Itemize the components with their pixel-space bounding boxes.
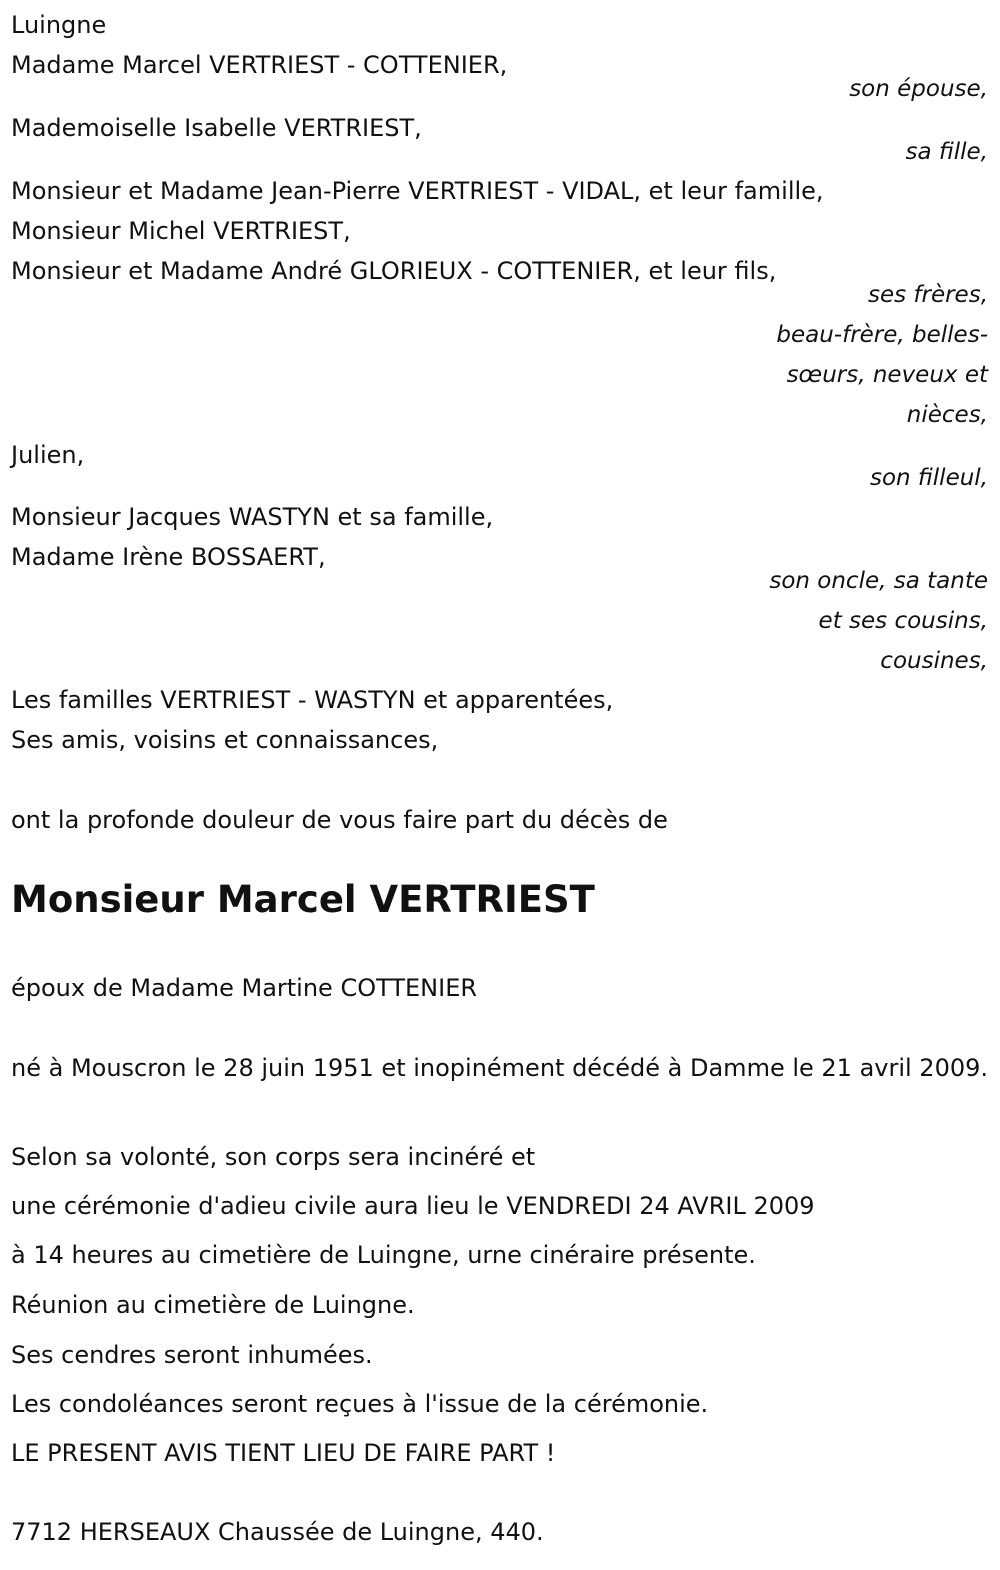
detail-line: Réunion au cimetière de Luingne. <box>11 1291 415 1319</box>
detail-line: LE PRESENT AVIS TIENT LIEU DE FAIRE PART ! <box>11 1439 556 1467</box>
detail-line: Selon sa volonté, son corps sera incinéré et <box>11 1143 536 1171</box>
birth-death: né à Mouscron le 28 juin 1951 et inopinément décédé à Damme le 21 avril 2009. <box>11 1054 989 1082</box>
godson-relation: son filleul, <box>869 465 988 491</box>
address: 7712 HERSEAUX Chaussée de Luingne, 440. <box>11 1518 544 1546</box>
uncle-aunt-line: Monsieur Jacques WASTYN et sa famille, <box>11 503 494 531</box>
announcement: ont la profonde douleur de vous faire part du décès de <box>11 806 668 834</box>
detail-line: à 14 heures au cimetière de Luingne, urne cinéraire présente. <box>11 1241 756 1269</box>
daughter-relation: sa fille, <box>905 139 988 165</box>
siblings-relation-line: nièces, <box>906 402 988 428</box>
siblings-relation-line: ses frères, <box>867 282 988 308</box>
uncle-aunt-relation-line: et ses cousins, <box>818 608 988 634</box>
uncle-aunt-relation-line: cousines, <box>880 648 988 674</box>
siblings-relation-line: beau-frère, belles- <box>776 322 988 348</box>
other-family-line: Ses amis, voisins et connaissances, <box>11 726 439 754</box>
spouse-name: Madame Marcel VERTRIEST - COTTENIER, <box>11 51 508 79</box>
spouse-line: époux de Madame Martine COTTENIER <box>11 974 478 1002</box>
uncle-aunt-relation-line: son oncle, sa tante <box>769 568 988 594</box>
sibling-line: Monsieur Michel VERTRIEST, <box>11 217 351 245</box>
detail-line: une cérémonie d'adieu civile aura lieu le VENDREDI 24 AVRIL 2009 <box>11 1192 815 1220</box>
header-place: Luingne <box>11 11 107 39</box>
spouse-relation: son épouse, <box>849 76 988 102</box>
siblings-relation-line: sœurs, neveux et <box>786 362 988 388</box>
uncle-aunt-line: Madame Irène BOSSAERT, <box>11 543 326 571</box>
godson-name: Julien, <box>11 441 85 469</box>
sibling-line: Monsieur et Madame Jean-Pierre VERTRIEST - VIDAL, et leur famille, <box>11 177 824 205</box>
detail-line: Ses cendres seront inhumées. <box>11 1341 373 1369</box>
other-family-line: Les familles VERTRIEST - WASTYN et apparentées, <box>11 686 614 714</box>
deceased-name: Monsieur Marcel VERTRIEST <box>11 878 595 921</box>
detail-line: Les condoléances seront reçues à l'issue de la cérémonie. <box>11 1390 709 1418</box>
daughter-name: Mademoiselle Isabelle VERTRIEST, <box>11 114 422 142</box>
sibling-line: Monsieur et Madame André GLORIEUX - COTTENIER, et leur fils, <box>11 257 777 285</box>
